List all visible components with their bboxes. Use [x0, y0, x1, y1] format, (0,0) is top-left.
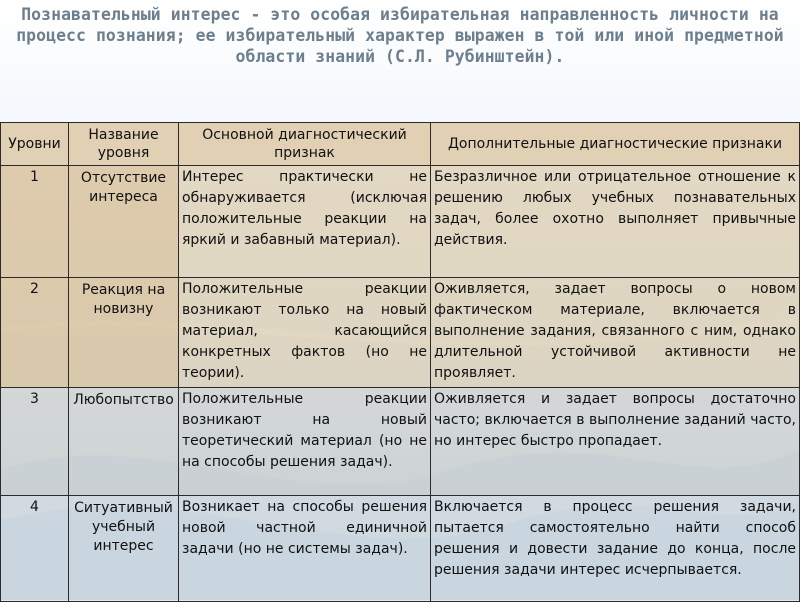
header-levels: Уровни	[1, 123, 69, 166]
cell-level: 2	[1, 278, 69, 388]
page-heading: Познавательный интерес - это особая избирательная направленность личности на процесс познания; ее избирательный характер выражен в той или иной предметной области знаний (С.Л. Рубинштейн).	[16, 5, 784, 66]
header-main-sign: Основной диагностический признак	[179, 123, 431, 166]
cell-extra-signs: Оживляется и задает вопросы достаточно часто; включается в выполнение заданий часто, но интерес быстро пропадает.	[431, 388, 800, 496]
cell-level-name: Реакция на новизну	[69, 278, 179, 388]
header-extra-signs: Дополнительные диагностические признаки	[431, 123, 800, 166]
table-row	[1, 278, 800, 388]
cell-extra-signs: Включается в процесс решения задачи, пытается самостоятельно найти способ решения и довести задание до конца, после решения задачи интерес исчерпывается.	[431, 496, 800, 602]
cell-level: 1	[1, 166, 69, 278]
table-header-row	[1, 123, 800, 166]
cell-main-sign: Интерес практически не обнаруживается (исключая положительные реакции на яркий и забавный материал).	[179, 166, 431, 278]
cell-level-name: Отсутствие интереса	[69, 166, 179, 278]
table-row	[1, 166, 800, 278]
cell-main-sign: Положительные реакции возникают на новый теоретический материал (но не на способы решения задач).	[179, 388, 431, 496]
cell-extra-signs: Оживляется, задает вопросы о новом фактическом материале, включается в выполнение задания, связанного с ним, однако длительной устойчивой активности не проявляет.	[431, 278, 800, 388]
cell-level: 3	[1, 388, 69, 496]
interest-levels-table	[0, 122, 800, 602]
cell-extra-signs: Безразличное или отрицательное отношение к решению любых учебных познавательных задач, более охотно выполняет привычные действия.	[431, 166, 800, 278]
table-row	[1, 496, 800, 602]
cell-main-sign: Возникает на способы решения новой частной единичной задачи (но не системы задач).	[179, 496, 431, 602]
cell-level: 4	[1, 496, 69, 602]
cell-level-name: Любопытство	[69, 388, 179, 496]
cell-main-sign: Положительные реакции возникают только на новый материал, касающийся конкретных фактов (но не теории).	[179, 278, 431, 388]
table-row	[1, 388, 800, 496]
cell-level-name: Ситуативный учебный интерес	[69, 496, 179, 602]
header-level-name: Название уровня	[69, 123, 179, 166]
